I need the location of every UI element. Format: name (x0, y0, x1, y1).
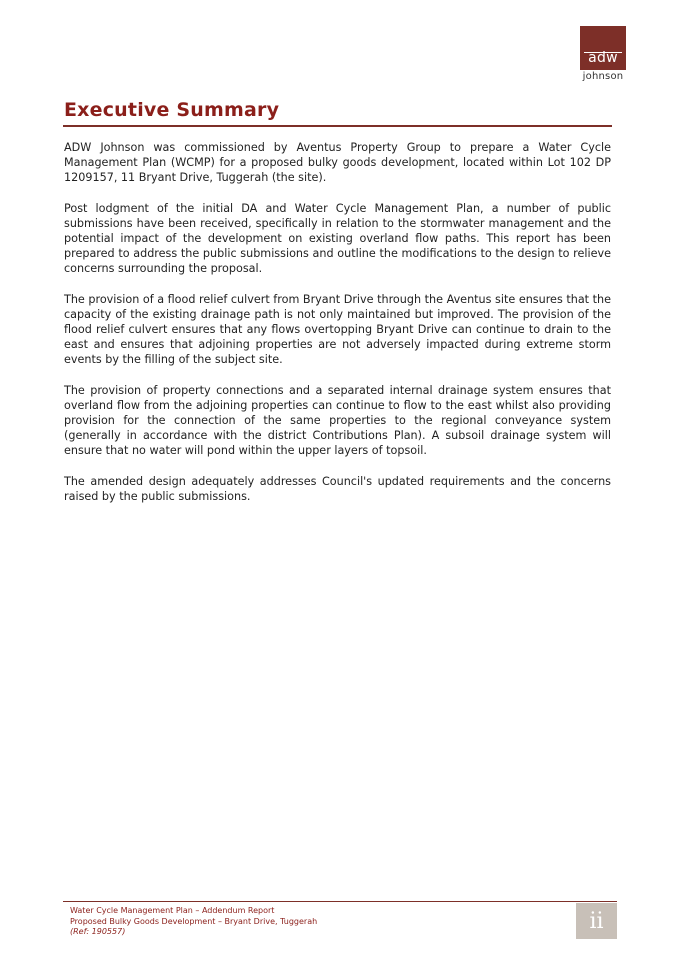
paragraph: Post lodgment of the initial DA and Water Cycle Management Plan, a number of public submissions have been received, specifically in relation to the stormwater management and the potential impact of the development on existing overland flow paths. This report has been prepared to address the public submissions and outline the modifications to the design to relieve concerns surrounding the proposal. (64, 201, 611, 276)
page-number: ii (576, 903, 617, 939)
paragraph: The provision of a flood relief culvert from Bryant Drive through the Aventus site ensures that the capacity of the existing drainage path is not only maintained but improved. The provision of the flood relief culvert ensures that any flows overtopping Bryant Drive can continue to drain to the east and ensures that adjoining properties are not adversely impacted during extreme storm events by the filling of the subject site. (64, 292, 611, 367)
logo-name-text: johnson (582, 71, 624, 82)
body-text (64, 140, 611, 519)
footer-report-title: Water Cycle Management Plan – Addendum Report (70, 906, 275, 915)
company-logo (580, 26, 626, 86)
logo-mark-text: adw (588, 50, 618, 66)
page-title: Executive Summary (64, 99, 280, 121)
logo-mark-box (580, 26, 626, 70)
footer-reference: (Ref: 190557) (70, 927, 126, 936)
paragraph: The amended design adequately addresses Council's updated requirements and the concerns raised by the public submissions. (64, 474, 611, 503)
title-divider (63, 125, 612, 127)
footer (70, 906, 317, 938)
logo-divider (584, 52, 622, 53)
footer-project-title: Proposed Bulky Goods Development – Bryant Drive, Tuggerah (70, 916, 318, 926)
paragraph: The provision of property connections and a separated internal drainage system ensures that overland flow from the adjoining properties can continue to flow to the east whilst also providing provision for the connection of the same properties to the regional conveyance system (generally in accordance with the district Contributions Plan). A subsoil drainage system will ensure that no water will pond within the upper layers of topsoil. (64, 383, 611, 458)
footer-divider (63, 901, 617, 902)
paragraph: ADW Johnson was commissioned by Aventus Property Group to prepare a Water Cycle Management Plan (WCMP) for a proposed bulky goods development, located within Lot 102 DP 1209157, 11 Bryant Drive, Tuggerah (the site). (64, 141, 611, 185)
